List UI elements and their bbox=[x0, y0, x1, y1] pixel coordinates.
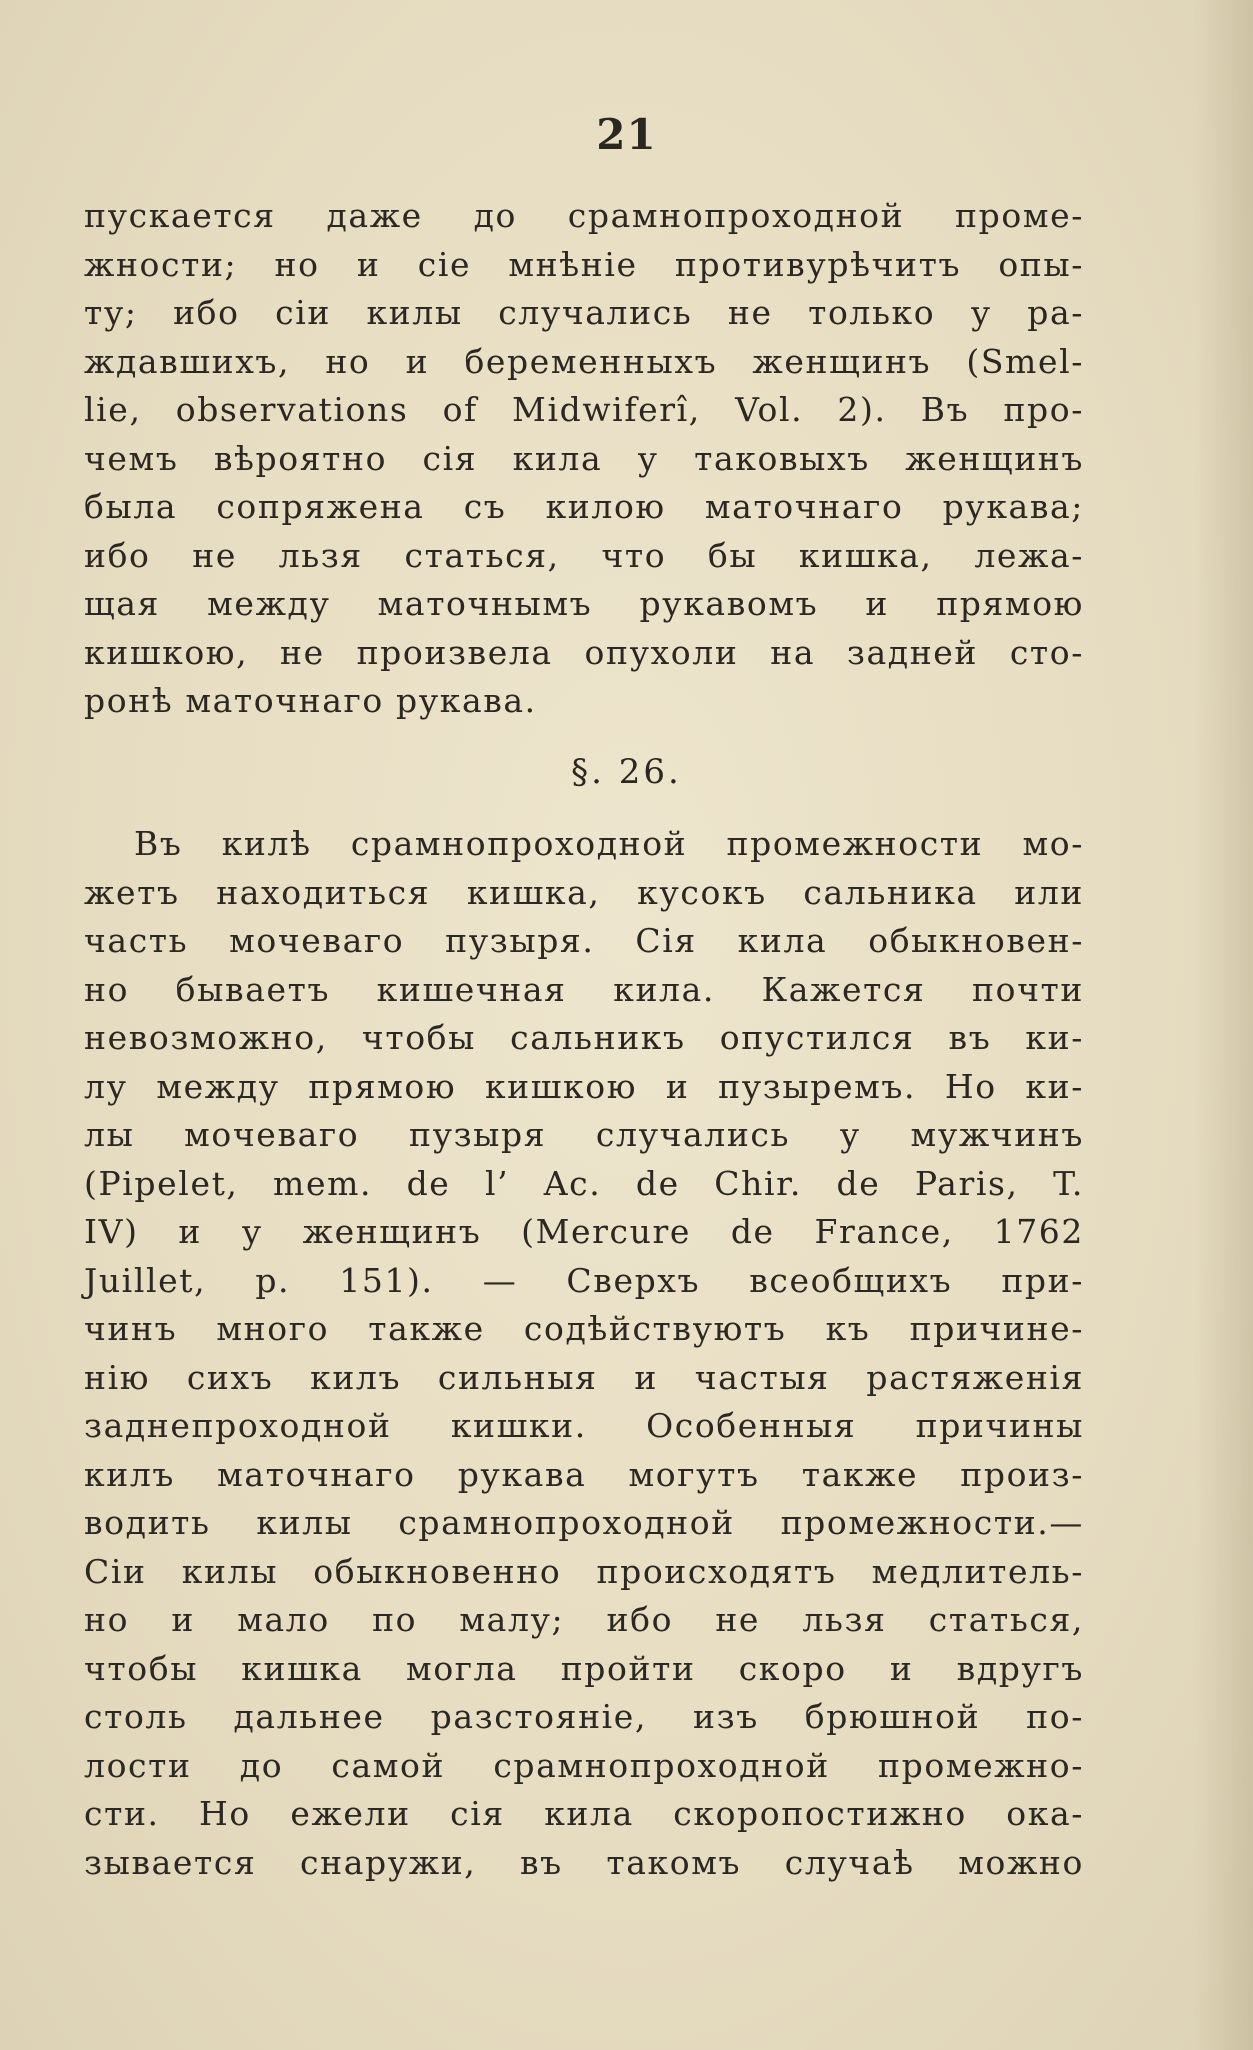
text-line: была сопряжена съ килою маточнаго рукава; bbox=[84, 487, 1084, 526]
text-line: жетъ находиться кишка, кусокъ сальника или bbox=[84, 872, 1084, 912]
text-line: Сіи килы обыкновенно происходятъ медлитель- bbox=[84, 1551, 1084, 1591]
text-line: чинъ много также содѣйствуютъ къ причине- bbox=[84, 1309, 1084, 1348]
text-line: щая между маточнымъ рукавомъ и прямою bbox=[84, 584, 1084, 623]
section-heading: §. 26. bbox=[571, 752, 682, 792]
text-line: килъ маточнаго рукава могутъ также произ- bbox=[84, 1454, 1084, 1494]
text-line: Juillet, p. 151). — Сверхъ всеобщихъ при- bbox=[84, 1260, 1084, 1300]
page-edge-shadow bbox=[1193, 0, 1253, 2050]
text-line: но и мало по малу; ибо не льзя статься, bbox=[84, 1600, 1084, 1639]
text-line: ту; ибо сіи килы случались не только у ра- bbox=[84, 293, 1084, 332]
text-line: пускается даже до срамнопроходной проме- bbox=[84, 196, 1084, 235]
text-line: но бываетъ кишечная кила. Кажется почти bbox=[84, 969, 1084, 1009]
text-line: ронѣ маточнаго рукава. bbox=[84, 681, 537, 720]
text-line: Въ килѣ срамнопроходной промежности мо- bbox=[134, 824, 1084, 863]
text-line: нію сихъ килъ сильныя и частыя растяженія bbox=[84, 1357, 1084, 1397]
text-line: зывается снаружи, въ такомъ случаѣ можно bbox=[84, 1842, 1084, 1882]
text-line: заднепроходной кишки. Особенныя причины bbox=[84, 1406, 1084, 1445]
text-line: водить килы срамнопроходной промежности.— bbox=[84, 1503, 1084, 1542]
text-line: кишкою, не произвела опухоли на задней сто- bbox=[84, 632, 1084, 672]
text-line: ждавшихъ, но и беременныхъ женщинъ (Smel- bbox=[84, 341, 1084, 381]
text-line: чтобы кишка могла пройти скоро и вдругъ bbox=[84, 1648, 1084, 1688]
text-line: лости до самой срамнопроходной промежно- bbox=[84, 1745, 1084, 1785]
text-line: часть мочеваго пузыря. Сія кила обыкновен- bbox=[84, 921, 1084, 960]
text-line: невозможно, чтобы сальникъ опустился въ ки- bbox=[84, 1018, 1084, 1057]
text-line: столь дальнее разстояніе, изъ брюшной по- bbox=[84, 1697, 1084, 1736]
text-line: чемъ вѣроятно сія кила у таковыхъ женщинъ bbox=[84, 438, 1084, 478]
text-line: lie, observations of Midwiferî, Vol. 2). Въ про- bbox=[84, 390, 1084, 429]
text-line: лы мочеваго пузыря случались у мужчинъ bbox=[84, 1115, 1084, 1154]
text-line: ибо не льзя статься, что бы кишка, лежа- bbox=[84, 535, 1084, 575]
paragraph-2 bbox=[84, 820, 1084, 1887]
text-line: сти. Но ежели сія кила скоропостижно ока- bbox=[84, 1794, 1084, 1833]
page-number: 21 bbox=[596, 110, 657, 159]
text-line: (Pipelet, mem. de l’ Ac. de Chir. de Paris, T. bbox=[84, 1163, 1084, 1203]
text-line: IV) и у женщинъ (Mercure de France, 1762 bbox=[84, 1212, 1084, 1251]
text-line: жности; но и сіе мнѣніе противурѣчитъ опы- bbox=[84, 244, 1084, 284]
paragraph-1 bbox=[84, 192, 1084, 726]
text-line: лу между прямою кишкою и пузыремъ. Но ки- bbox=[84, 1066, 1084, 1106]
